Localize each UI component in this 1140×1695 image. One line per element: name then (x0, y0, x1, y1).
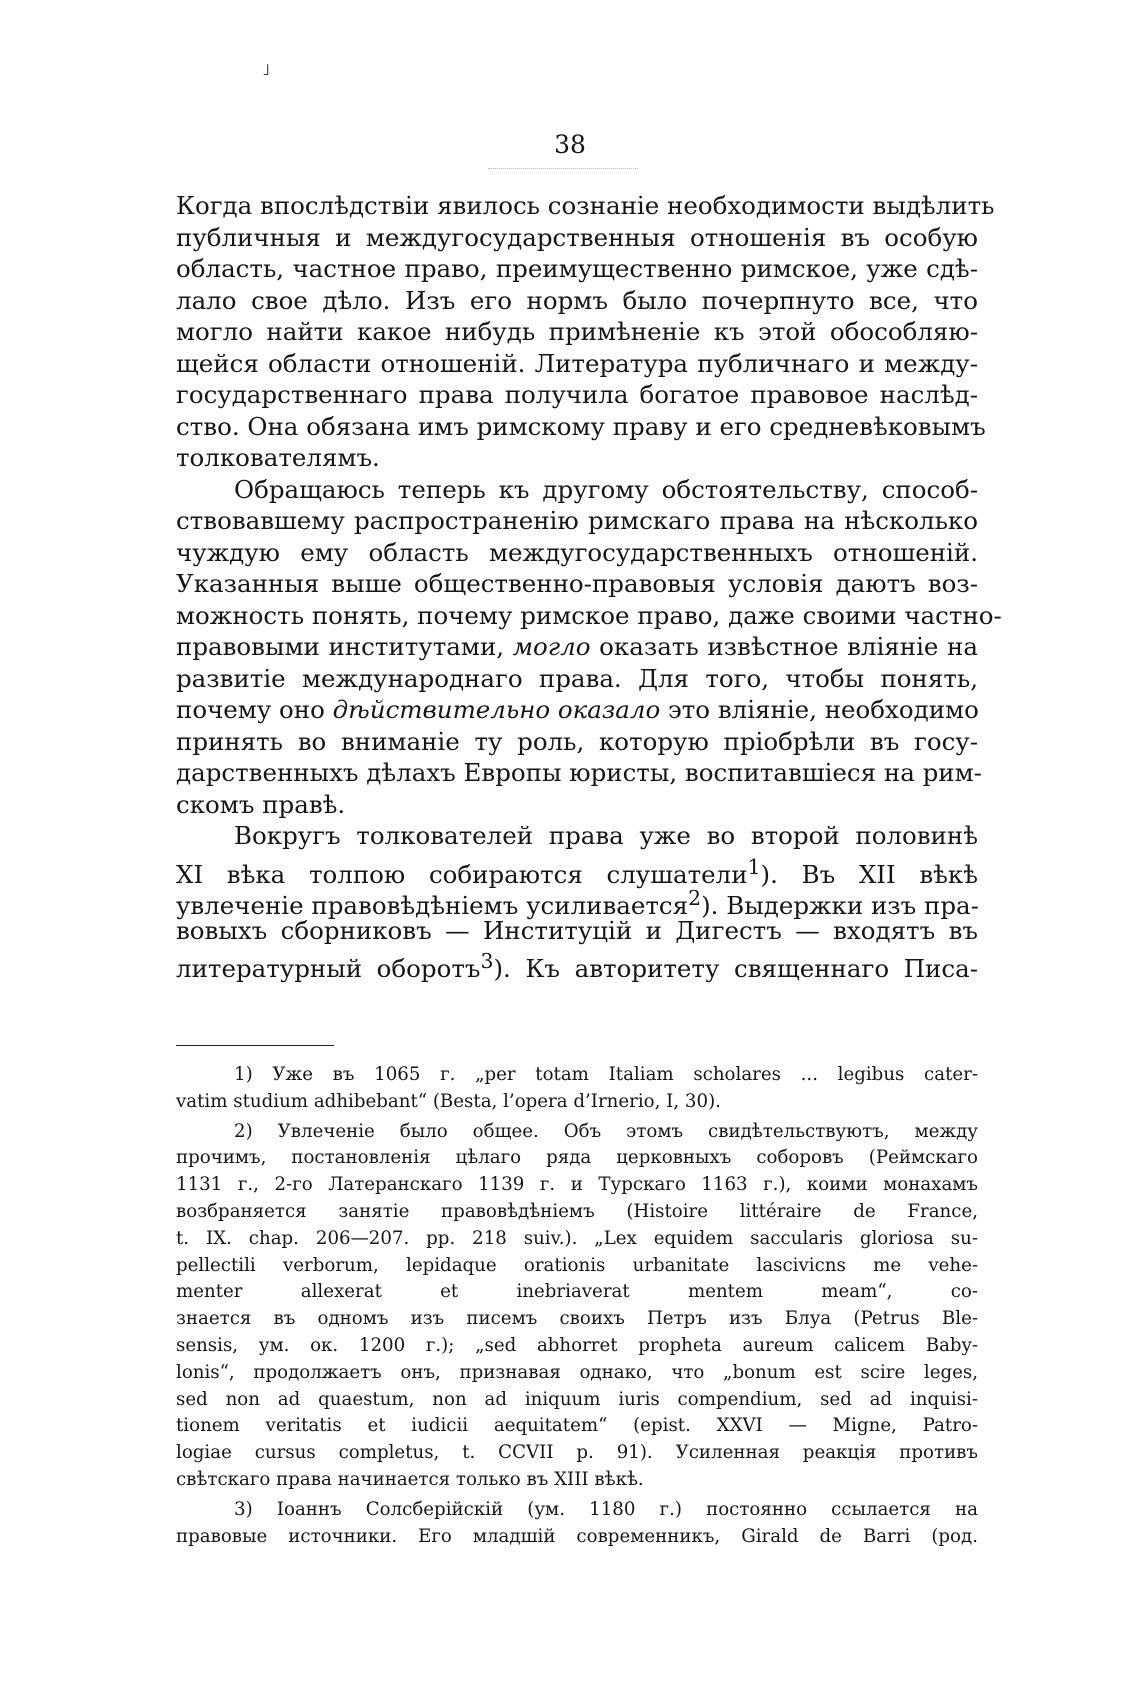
paragraph-1 (176, 190, 995, 474)
text-line (176, 694, 978, 726)
text-run: ). Въ XII вѣкѣ (760, 859, 978, 889)
footnote-line: 3) Іоаннъ Солсберійскій (ум. 1180 г.) постоянно ссылается на (234, 1498, 978, 1520)
text-line: Вокругъ толкователей права уже во второй половинѣ (234, 821, 978, 850)
footnote-line: logiae cursus completus, t. CCVII p. 91). Усиленная реакція противъ (176, 1442, 978, 1464)
footnote-line: возбраняется занятіе правовѣдѣніемъ (Histoire littéraire de France, (176, 1200, 978, 1222)
text-line: Когда впослѣдствіи явилось сознаніе необходимости выдѣлить (176, 191, 995, 220)
text-line: могло найти какое нибудь примѣненіе къ этой обособляю- (176, 317, 978, 346)
text-line: можность понять, почему римское право, даже своими частно- (176, 600, 1002, 630)
footnote-1 (176, 1062, 978, 1116)
margin-mark: ˩ (262, 60, 270, 79)
footnote-ref-3[interactable]: 3 (480, 949, 494, 973)
text-line: развитіе международнаго права. Для того, чтобы понять, (176, 663, 978, 693)
footnote-line: 1131 г., 2-го Латеранскаго 1139 г. и Турскаго 1163 г.), коими монахамъ (176, 1174, 978, 1196)
text-line: толкователямъ. (176, 443, 380, 472)
text-line: дарственныхъ дѣлахъ Европы юристы, воспитавшіеся на рим- (176, 758, 982, 787)
text-line: государственнаго права получила богатое правовое наслѣд- (176, 380, 978, 409)
text-line (176, 883, 979, 921)
text-run: это вліяніе, необходимо (660, 695, 979, 724)
footnote-divider (176, 1045, 334, 1046)
footnote-line: знается въ одномъ изъ писемъ своихъ Петръ изъ Блуа (Petrus Ble- (176, 1308, 978, 1330)
footnote-line: pellectili verborum, lepidaque orationis urbanitate lascivicns me vehe- (176, 1254, 978, 1276)
text-line (176, 946, 978, 984)
text-run: XI вѣка толпою собираются слушатели (176, 859, 748, 889)
emphasis-text: дѣйствительно оказало (332, 695, 661, 724)
footnote-3 (176, 1497, 978, 1551)
text-run: оказать извѣстное вліяніе на (590, 632, 978, 661)
text-line (176, 852, 978, 889)
footnote-line: t. IX. chap. 206—207. pp. 218 suiv.). „Lex equidem saccularis gloriosa su- (176, 1227, 978, 1249)
text-line (176, 631, 978, 663)
text-line: ствовавшему распространенію римскаго права на нѣсколько (176, 506, 978, 535)
text-run: правовыми институтами, (176, 632, 513, 661)
text-line: лало свое дѣло. Изъ его нормъ было почерпнуто все, что (176, 285, 978, 315)
footnote-ref-2[interactable]: 2 (688, 886, 702, 910)
header-divider (488, 168, 638, 169)
text-line: вовыхъ сборниковъ — Институцій и Дигестъ — входятъ въ (176, 915, 978, 945)
footnote-line: menter allexerat et inebriaverat mentem meam“, co- (176, 1281, 978, 1303)
page-number: 38 (554, 130, 586, 159)
footnote-line: 1) Уже въ 1065 г. „per totam Italiam scholares ... legibus cater- (234, 1064, 978, 1085)
paragraph-3 (176, 820, 979, 984)
footnote-line: vatim studium adhibebant“ (Besta, l’opera d’Irnerio, I, 30). (176, 1090, 721, 1112)
footnote-2 (176, 1119, 978, 1494)
footnote-line: свѣтскаго права начинается только въ XIII вѣкѣ. (176, 1468, 644, 1490)
text-run: ). Выдержки изъ пра- (701, 891, 979, 921)
text-run: литературный оборотъ (176, 954, 481, 984)
main-text (176, 190, 1002, 984)
footnote-line: 2) Увлеченіе было общее. Объ этомъ свидѣтельствуютъ, между (234, 1120, 978, 1142)
text-line: Указанныя выше общественно-правовыя условія даютъ воз- (176, 569, 978, 598)
footnote-line: правовые источники. Его младшій современникъ, Girald de Barri (род. (176, 1525, 978, 1547)
text-line: область, частное право, преимущественно римское, уже сдѣ- (176, 254, 978, 283)
emphasis-text: могло (512, 632, 591, 661)
footnote-line: прочимъ, постановленія цѣлаго ряда церковныхъ соборовъ (Реймскаго (176, 1147, 978, 1169)
text-line: чуждую ему область междугосударственныхъ отношеній. (176, 537, 978, 567)
footnotes (176, 1062, 978, 1550)
paragraph-2 (176, 474, 1002, 821)
footnote-line: tionem veritatis et iudicii aequitatem“ (epist. XXVI — Migne, Patro- (176, 1415, 978, 1437)
footnote-line: sed non ad quaestum, non ad iniquum iuris compendium, sed ad inquisi- (176, 1388, 978, 1410)
text-line: ство. Она обязана имъ римскому праву и его средневѣковымъ (176, 411, 986, 441)
text-line: скомъ правѣ. (176, 789, 346, 819)
footnote-ref-1[interactable]: 1 (747, 854, 761, 879)
text-line: принять во вниманіе ту роль, которую пріобрѣли въ госу- (176, 726, 978, 756)
text-line: щейся области отношеній. Литература публичнаго и между- (176, 348, 978, 378)
text-line: публичныя и междугосударственныя отношенія въ особую (176, 222, 978, 252)
text-run: увлеченіе правовѣдѣніемъ усиливается (176, 891, 689, 921)
footnote-line: lonis“, продолжаетъ онъ, признавая однако, что „bonum est scire leges, (176, 1361, 978, 1383)
text-run: ). Къ авторитету священнаго Писа- (493, 954, 978, 984)
text-run: почему оно (176, 695, 333, 724)
text-line: Обращаюсь теперь къ другому обстоятельству, способ- (234, 474, 978, 504)
footnote-line: sensis, ум. ок. 1200 г.); „sed abhorret propheta aureum calicem Baby- (176, 1334, 978, 1356)
